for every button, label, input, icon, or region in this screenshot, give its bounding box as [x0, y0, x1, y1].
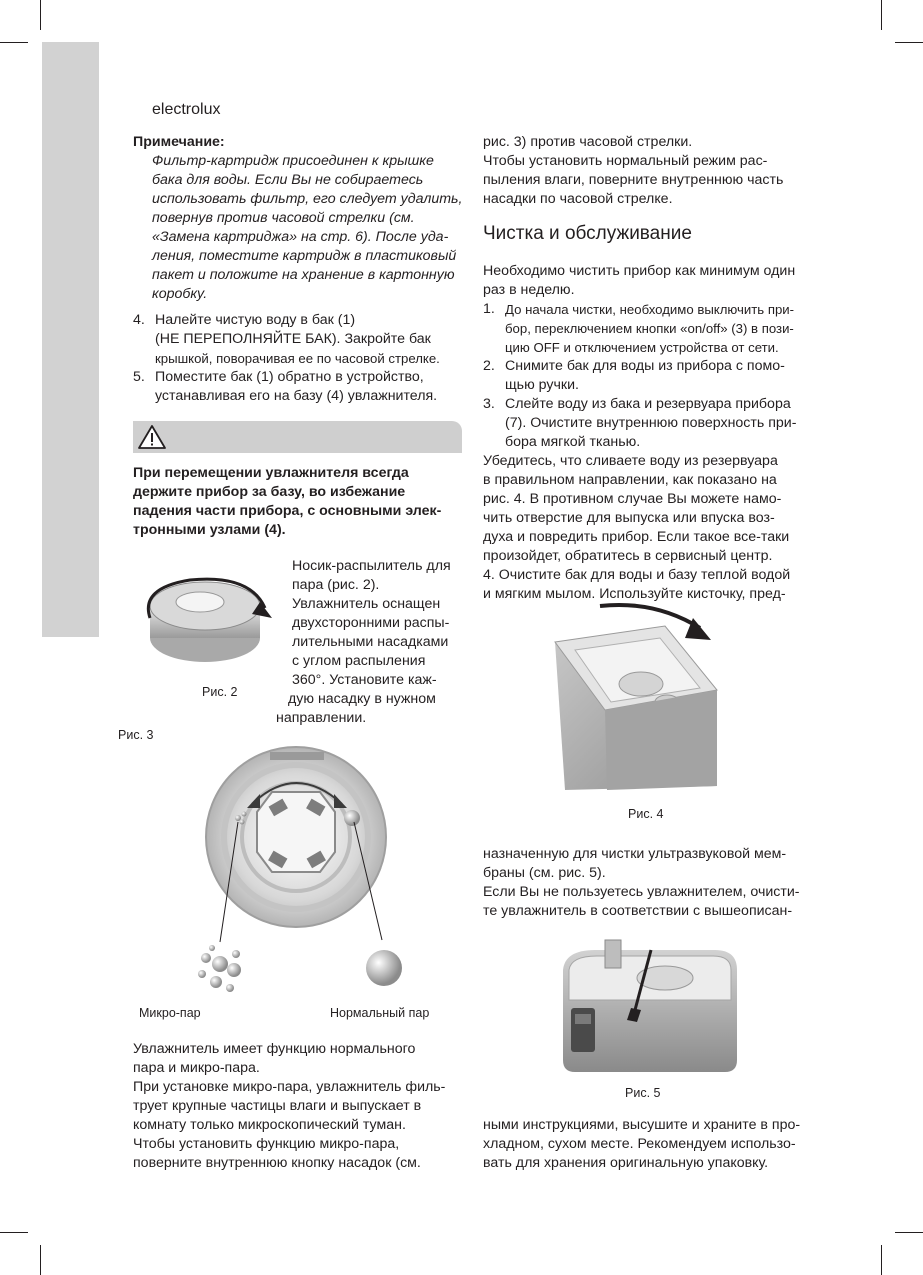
note-line: коробку. [152, 286, 208, 302]
continued-text [483, 133, 783, 209]
text-line: Необходимо чистить прибор как минимум один [483, 263, 796, 279]
text-line: хладном, сухом месте. Рекомендуем использо- [483, 1136, 796, 1152]
text-line: раз в неделю. [483, 282, 575, 298]
fig5-caption: Рис. 5 [625, 1086, 661, 1100]
crop-mark [895, 42, 923, 43]
section-title: Чистка и обслуживание [483, 223, 692, 244]
step-line: цию OFF и отключением устройства от сети. [505, 340, 779, 355]
text-line: в правильном направлении, как показано на [483, 472, 777, 488]
steam-line: Увлажнитель имеет функцию нормального [133, 1041, 416, 1057]
text-line: браны (см. рис. 5). [483, 865, 606, 881]
nozzle-line: 360°. Установите каж- [292, 672, 437, 688]
brand-logo: electrolux [152, 101, 221, 118]
crop-mark [40, 0, 41, 30]
cleaning-step-2 [483, 357, 823, 395]
note-line: использовать фильтр, его следует удалить, [152, 191, 463, 207]
step-number: 5. [133, 369, 145, 385]
steam-mode-text [133, 1040, 445, 1173]
text-line: ными инструкциями, высушите и храните в про- [483, 1117, 801, 1133]
step-number: 4. [133, 312, 145, 328]
text-line: назначенную для чистки ультразвуковой мем- [483, 846, 787, 862]
steam-line: трует крупные частицы влаги и выпускает в [133, 1098, 422, 1114]
note-text [152, 152, 462, 304]
step-number: 2. [483, 358, 495, 374]
step-line: (7). Очистите внутреннюю поверхность при- [505, 415, 797, 431]
crop-mark [881, 1245, 882, 1275]
warning-bar [133, 421, 462, 453]
text-line: чить отверстие для выпуска или впуска воз- [483, 510, 775, 526]
storage-text [483, 1116, 800, 1173]
step-line: щью ручки. [505, 377, 579, 393]
side-tab [42, 42, 99, 637]
fig2-nozzle-illustration [140, 568, 275, 668]
note-line: Фильтр-картридж присоединен к крышке [152, 153, 434, 169]
step-line: бор, переключением кнопки «on/off» (3) в пози- [505, 321, 794, 336]
note-line: бака для воды. Если Вы не собираетесь [152, 172, 424, 188]
step-line: Слейте воду из бака и резервуара прибора [505, 396, 791, 412]
crop-mark [0, 1232, 28, 1233]
text-line: пыления влаги, поверните внутреннюю часть [483, 172, 784, 188]
note-line: ления, поместите картридж в пластиковый [152, 248, 457, 264]
nozzle-line: дую насадку в нужном [288, 691, 436, 707]
nozzle-line: направлении. [276, 710, 367, 726]
nozzle-line: с углом распыления [292, 653, 426, 669]
text-line: Убедитесь, что сливаете воду из резервуара [483, 453, 778, 469]
normal-steam-label: Нормальный пар [330, 1006, 430, 1020]
warning-icon [137, 424, 167, 450]
text-line: Если Вы не пользуетесь увлажнителем, очисти- [483, 884, 800, 900]
crop-mark [0, 42, 28, 43]
text-line: вать для хранения оригинальную упаковку. [483, 1155, 769, 1171]
text-line: рис. 3) против часовой стрелки. [483, 134, 693, 150]
fig3-caption: Рис. 3 [118, 728, 154, 742]
fig4-draining-illustration [545, 598, 740, 798]
warning-line: При перемещении увлажнителя всегда [133, 465, 409, 481]
text-line: насадки по часовой стрелке. [483, 191, 673, 207]
step-line: устанавливая его на базу (4) увлажнителя. [155, 388, 438, 404]
warning-line: тронными узлами (4). [133, 522, 286, 538]
text-line: рис. 4. В противном случае Вы можете намо- [483, 491, 782, 507]
micro-steam-label: Микро-пар [139, 1006, 201, 1020]
warning-line: держите прибор за базу, во избежание [133, 484, 406, 500]
steam-line: поверните внутреннюю кнопку насадок (см. [133, 1155, 421, 1171]
brush-text [483, 845, 800, 921]
crop-mark [895, 1232, 923, 1233]
nozzle-line: Носик-распылитель для [292, 558, 451, 574]
text-line: 4. Очистите бак для воды и базу теплой водой [483, 567, 791, 583]
note-line: «Замена картриджа» на стр. 6). После уда- [152, 229, 449, 245]
steam-line: При установке микро-пара, увлажнитель филь- [133, 1079, 446, 1095]
step-number: 1. [483, 301, 495, 317]
text-line: и мягким мылом. Используйте кисточку, пред- [483, 586, 786, 602]
note-line: повернув против часовой стрелки (см. [152, 210, 415, 226]
cleaning-step-1 [483, 300, 823, 357]
step-line: Налейте чистую воду в бак (1) [155, 312, 356, 328]
step-line: До начала чистки, необходимо выключить при- [505, 302, 795, 317]
nozzle-text [276, 557, 466, 728]
text-line: духа и повредить прибор. Если такое все-таки [483, 529, 790, 545]
step-line: Снимите бак для воды из прибора с помо- [505, 358, 785, 374]
step-line: бора мягкой тканью. [505, 434, 641, 450]
text-line: те увлажнитель в соответствии с вышеописан- [483, 903, 793, 919]
intro-text [483, 262, 795, 300]
fig3-nozzle-dial-illustration [120, 742, 460, 1014]
step-line: крышкой, поворачивая ее по часовой стрелке. [155, 351, 440, 366]
steam-line: пара и микро-пара. [133, 1060, 260, 1076]
nozzle-line: Увлажнитель оснащен [292, 596, 441, 612]
crop-mark [40, 1245, 41, 1275]
step-line: Поместите бак (1) обратно в устройство, [155, 369, 424, 385]
nozzle-line: лительными насадками [292, 634, 449, 650]
step-4 [133, 311, 463, 368]
drain-paragraph [483, 452, 790, 604]
text-line: Чтобы установить нормальный режим рас- [483, 153, 768, 169]
nozzle-line: пара (рис. 2). [292, 577, 380, 593]
cleaning-step-3 [483, 395, 823, 452]
note-line: пакет и положите на хранение в картонную [152, 267, 455, 283]
warning-line: падения части прибора, с основными элек- [133, 503, 442, 519]
steam-line: Чтобы установить функцию микро-пара, [133, 1136, 400, 1152]
warning-text [133, 464, 441, 540]
step-5 [133, 368, 463, 406]
step-line: (НЕ ПЕРЕПОЛНЯЙТЕ БАК). Закройте бак [155, 331, 431, 347]
fig4-caption: Рис. 4 [628, 807, 664, 821]
steam-line: комнату только микроскопический туман. [133, 1117, 406, 1133]
step-number: 3. [483, 396, 495, 412]
fig2-caption: Рис. 2 [202, 685, 238, 699]
note-title: Примечание: [133, 134, 225, 150]
fig5-brush-cleaning-illustration [555, 930, 745, 1075]
nozzle-line: двухсторонними распы- [292, 615, 450, 631]
crop-mark [881, 0, 882, 30]
text-line: произойдет, обратитесь в сервисный центр. [483, 548, 773, 564]
